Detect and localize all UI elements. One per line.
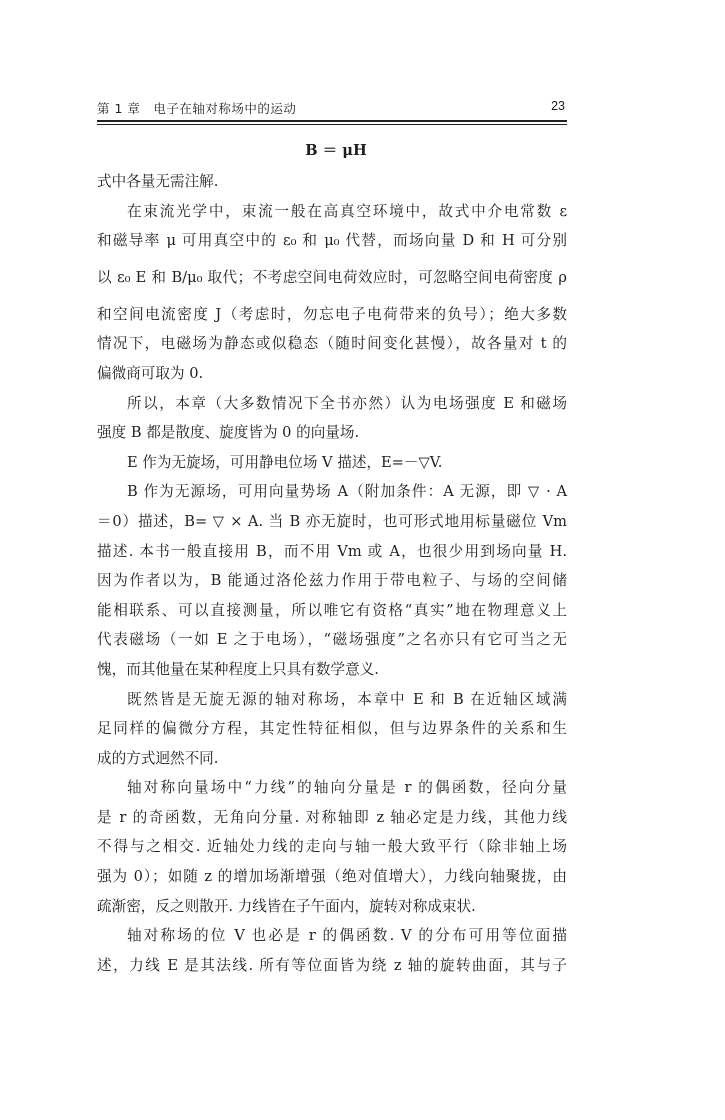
running-header [97, 97, 567, 117]
text-line: 偏微商可取为 0. [97, 364, 204, 382]
text-line: 愧，而其他量在某种程度上只具有数学意义. [97, 660, 379, 678]
text-line: 因为作者以为，B 能通过洛伦兹力作用于带电粒子、与场的空间储 [97, 572, 567, 590]
text-line: 和磁导率 μ 可用真空中的 ε₀ 和 μ₀ 代替，而场向量 D 和 H 可分别 [97, 232, 567, 250]
text-line: 疏渐密，反之则散开. 力线皆在子午面内，旋转对称成束状. [97, 897, 476, 915]
text-line: 轴对称场的位 V 也必是 r 的偶函数. V 的分布可用等位面描 [127, 927, 567, 945]
text-line: 情况下，电磁场为静态或似稳态（随时间变化甚慢），故各量对 t 的 [97, 335, 567, 353]
text-line: 述，力线 E 是其法线. 所有等位面皆为绕 z 轴的旋转曲面，其与子 [97, 956, 567, 974]
text-line: 轴对称向量场中“力线”的轴向分量是 r 的偶函数，径向分量 [127, 779, 567, 797]
text-line: 强度 B 都是散度、旋度皆为 0 的向量场. [97, 424, 360, 442]
text-line: 以 ε₀ E 和 B/μ₀ 取代；不考虑空间电荷效应时，可忽略空间电荷密度 ρ [97, 268, 567, 286]
text-line: 成的方式迥然不同. [97, 749, 219, 767]
page-number: 23 [551, 99, 565, 113]
text-line: 既然皆是无旋无源的轴对称场，本章中 E 和 B 在近轴区域满 [127, 690, 567, 708]
text-line: 在束流光学中，束流一般在高真空环境中，故式中介电常数 ε [127, 202, 567, 220]
header-rule-thick [97, 120, 567, 122]
text-line: 强为 0）；如随 z 的增加场渐增强（绝对值增大），力线向轴聚拢，由 [97, 868, 567, 886]
text-line: 式中各量无需注解. [97, 173, 219, 190]
header-rule-thin [97, 124, 567, 125]
text-line: 描述. 本书一般直接用 B，而不用 Vm 或 A，也很少用到场向量 H. [97, 542, 567, 560]
text-line: E 作为无旋场，可用静电位场 V 描述，E=－▽V. [127, 453, 443, 471]
text-line: 足同样的偏微分方程，其定性特征相似，但与边界条件的关系和生 [97, 720, 567, 738]
text-line: 所以，本章（大多数情况下全书亦然）认为电场强度 E 和磁场 [127, 394, 567, 412]
text-line: 是 r 的奇函数，无角向分量. 对称轴即 z 轴必定是力线，其他力线 [97, 808, 567, 826]
text-line: B 作为无源场，可用向量势场 A（附加条件：A 无源，即 ▽ · A [127, 483, 567, 501]
chapter-title: 第 1 章 电子在轴对称场中的运动 [97, 101, 297, 116]
text-line: ＝0）描述，B= ▽ × A. 当 B 亦无旋时，也可形式地用标量磁位 Vm [97, 512, 567, 530]
text-line: 代表磁场（一如 E 之于电场），“磁场强度”之名亦只有它可当之无 [97, 631, 567, 649]
text-line: 能相联系、可以直接测量，所以唯它有资格“真实”地在物理意义上 [97, 601, 567, 619]
equation: B ＝ μH [305, 142, 367, 159]
text-line: 不得与之相交. 近轴处力线的走向与轴一般大致平行（除非轴上场 [97, 838, 567, 856]
body-text [97, 140, 567, 980]
text-line: 和空间电流密度 J（考虑时，勿忘电子电荷带来的负号）；绝大多数 [97, 305, 567, 323]
